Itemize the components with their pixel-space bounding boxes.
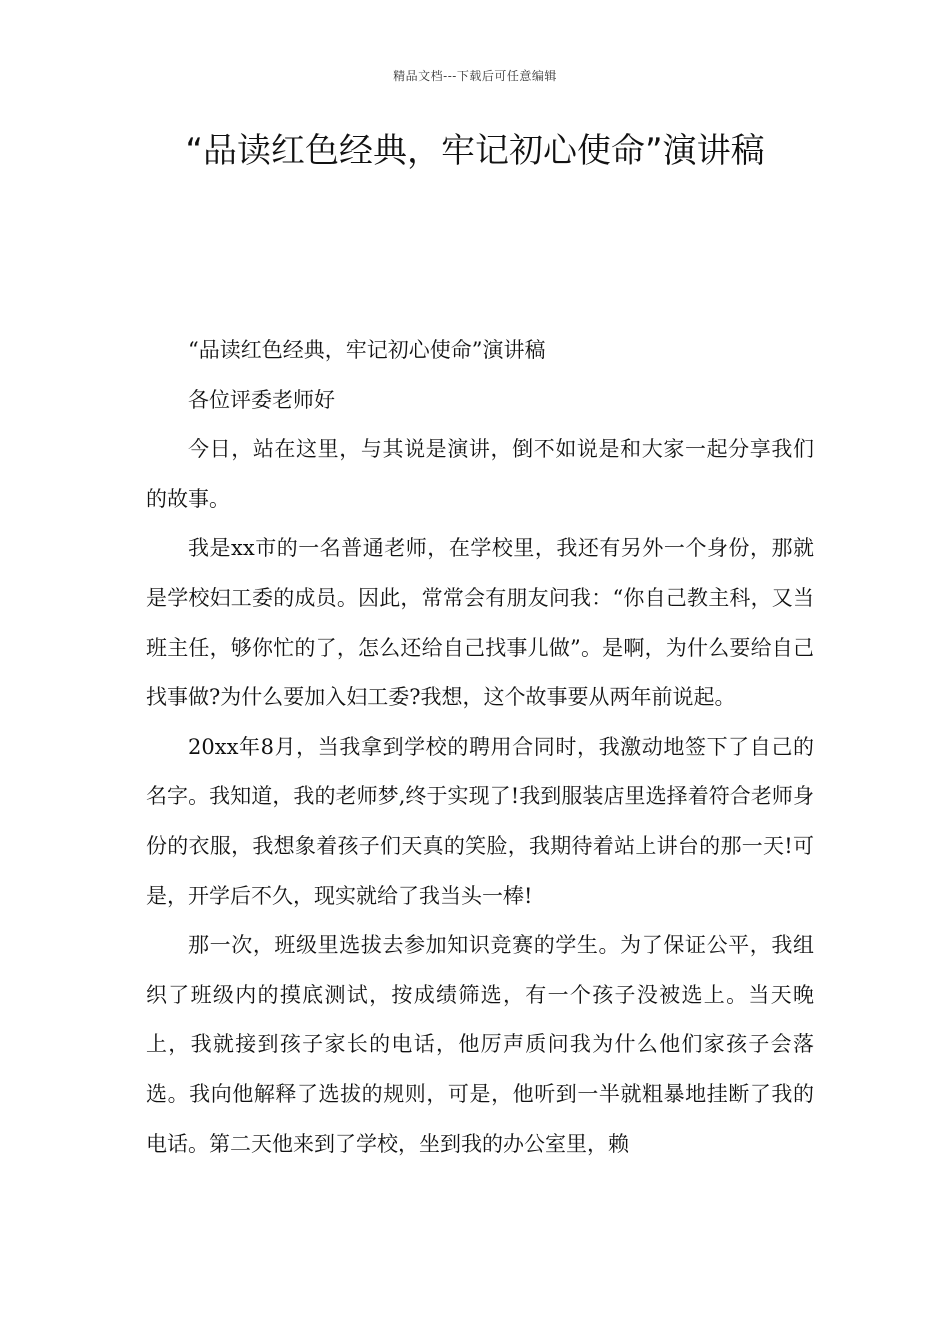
paragraph: 我是xx市的一名普通老师，在学校里，我还有另外一个身份，那就是学校妇工委的成员。因此，常常会有朋友问我：“你自己教主科，又当班主任，够你忙的了，怎么还给自己找事儿做”。是啊，为什么要给自己找事做?为什么要加入妇工委?我想，这个故事要从两年前说起。 bbox=[146, 536, 814, 710]
paragraph: 那一次，班级里选拔去参加知识竞赛的学生。为了保证公平，我组织了班级内的摸底测试，按成绩筛选，有一个孩子没被选上。当天晚上，我就接到孩子家长的电话，他厉声质问我为什么他们家孩子会落选。我向他解释了选拔的规则，可是，他听到一半就粗暴地挂断了我的电话。第二天他来到了学校，坐到我的办公室里，赖 bbox=[146, 933, 814, 1156]
header-note: 精品文档---下载后可任意编辑 bbox=[393, 69, 557, 83]
paragraph-greeting: 各位评委老师好 bbox=[188, 387, 335, 412]
document-body bbox=[146, 326, 814, 1169]
paragraph-subtitle: “品读红色经典，牢记初心使命”演讲稿 bbox=[188, 338, 546, 362]
document-title: “品读红色经典，牢记初心使命”演讲稿 bbox=[185, 131, 765, 171]
paragraph: 20xx年8月，当我拿到学校的聘用合同时，我激动地签下了自己的名字。我知道，我的老师梦,终于实现了!我到服装店里选择着符合老师身份的衣服，我想象着孩子们天真的笑脸，我期待着站上讲台的那一天!可是，开学后不久，现实就给了我当头一棒! bbox=[146, 734, 814, 908]
paragraph: 今日，站在这里，与其说是演讲，倒不如说是和大家一起分享我们的故事。 bbox=[146, 437, 814, 511]
